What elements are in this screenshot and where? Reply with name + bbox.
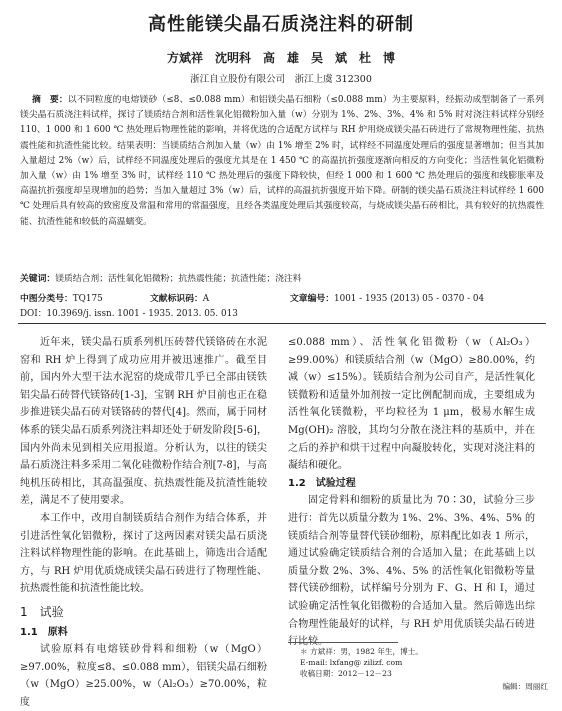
clc-label: 中图分类号： xyxy=(20,294,73,304)
intro-paragraph-2: 本工作中，改用自制镁质结合剂作为结合体系，并引进活性氧化铝微粉，探讨了这两因素对镁尖晶石质浇注料试样物理性能的影响。在此基础上，筛选出合适配方，与 RH 炉用优质烧成镁尖晶石砖进行了物理性能、抗热震性能和抗渣性能比较。 xyxy=(20,512,267,595)
affiliation: 浙江自立股份有限公司 浙江上虞 312300 xyxy=(190,74,372,85)
author-list: 方斌祥 沈明科 高 雄 吴 斌 杜 博 xyxy=(166,51,395,65)
article-value: 1001 - 1935 (2013) 05 - 0370 - 04 xyxy=(334,294,485,304)
footnote-author: ＊ 方斌祥：男，1982 年生，博士。 xyxy=(300,647,423,656)
keywords-text: 镁质结合剂；活性氧化铝微粉；抗热震性能；抗渣性能；浇注料 xyxy=(55,274,302,284)
subsection-heading-procedure: 1.2 试验过程 xyxy=(288,477,356,489)
keywords-label: 关键词： xyxy=(20,274,56,284)
doc-label: 文献标识码： xyxy=(150,294,203,304)
subsection-heading-materials: 1.1 原料 xyxy=(20,626,68,638)
right-column xyxy=(288,334,535,651)
footnote-received: 收稿日期：2012－12－23 xyxy=(300,669,392,678)
doc-value: A xyxy=(202,294,210,304)
procedure-paragraph: 固定骨料和细粉的质量比为 70∶30，试验分三步进行：首先以质量分数为 1%、2%、3%、4%、5% 的镁质结合剂等量替代镁砂细粉，原料配比如表 1 所示，通过试验确定镁质结合剂的合适加入量；在此基础上以质量分数 2%、3%、4%、5% 的活性氧化铝微粉等量替代镁砂细粉，试样编号分别为 F、G、H 和 I，通过试验确定活性氧化铝微粉的合适加入量。然后筛选出综合物理性能最好的试样，与 RH 炉用优质镁尖晶石砖进行比较。 xyxy=(288,495,535,648)
paper-title: 高性能镁尖晶石质浇注料的研制 xyxy=(148,14,414,35)
clc-number xyxy=(20,292,103,306)
section-heading-experiment: 1 试验 xyxy=(20,604,64,619)
section-divider xyxy=(18,323,546,324)
materials-paragraph: 试验原料有电熔镁砂骨料和细粉（w（MgO）≥97.00%，粒度≤8、≤0.088 mm），铝镁尖晶石细粉（w（MgO）≥25.00%，w（Al₂O₃）≥70.00%，粒度 xyxy=(20,644,267,708)
author-footnote xyxy=(300,646,545,679)
clc-value: TQ175 xyxy=(72,294,103,304)
editor-credit: 编辑：周丽红 xyxy=(502,682,548,691)
footnote-divider xyxy=(288,642,398,643)
document-code xyxy=(150,292,209,306)
keywords xyxy=(20,272,544,286)
article-number xyxy=(290,292,484,306)
left-column xyxy=(20,334,267,711)
abstract-text: 以不同粒度的电熔镁砂（≤8、≤0.088 mm）和铝镁尖晶石细粉（≤0.088 mm）为主要原料，经振动成型制备了一系列镁尖晶石质浇注料试样，探讨了镁质结合剂和活性氧化铝微粉加入量（w）分别为 1%、2%、3%、4% 和 5% 时对浇注料试样分别经 110、1 000 和 1 600 ℃ 热处理后物理性能的影响，并将优选的合适配方试样与 RH 炉用烧成镁尖晶石砖进行了常规物理性能、抗热震性能和抗渣性能比较。结果表明：当镁质结合剂加入量（w）由 1% 增至 2% 时，试样经不同温度处理后的强度显著增加；但当其加入量超过 2%（w）后，试样经不同温度处理后的强度尤其是在 1 450 ℃ 的高温抗折强度逐渐向相反的方向变化；当活性氧化铝微粉加入量（w）由 1% 增至 3% 时，试样经 110 ℃ 热处理后的强度下降较快，但经 1 000 和 1 600 ℃ 热处理后的强度和线膨胀率及高温抗折强度却呈现增加的趋势；当加入量超过 3%（w）后，试样的高温抗折强度开始下降。研制的镁尖晶石质浇注料试样经 1 600 ℃ 处理后具有较高的致密度及常温和常用的常温强度，且经各类温度处理后其强度较高，与烧成镁尖晶石砖相比，具有较好的抗热震性能、抗渣性能和较低的高温蠕变。 xyxy=(20,95,544,227)
doi: DOI：10.3969/j. issn. 1001 - 1935. 2013. 05. 013 xyxy=(20,309,238,319)
abstract-label: 摘 要： xyxy=(32,95,68,105)
footnote-email: E-mail: lxfang@ zilizf. com xyxy=(300,658,403,667)
abstract xyxy=(20,93,544,230)
materials-continued: ≤0.088 mm）、活性氧化铝微粉（w（Al₂O₃）≥99.00%）和镁质结合剂（w（MgO）≥80.00%，约减（w）≤15%）。镁质结合剂为公司自产，是活性氧化镁微粉和适量外加剂按一定比例配制而成，主要组成为活性氧化镁微粉，平均粒径为 1 μm，极易水解生成 Mg(OH)₂ 溶胶，其均匀分散在浇注料的基质中，并在之后的养护和烘干过程中向凝胶转化，实现对浇注料的凝结和硬化。 xyxy=(288,337,535,472)
article-label: 文章编号： xyxy=(290,294,334,304)
intro-paragraph-1: 近年来，镁尖晶石质系列机压砖替代镁铬砖在水泥窑和 RH 炉上得到了成功应用并被迅速推广。截至目前，国内外大型干法水泥窑的烧成带几乎已全部由镁铁铝尖晶石砖替代镁铬砖[1-3]，宝钢 RH 炉目前也正在稳步推进镁尖晶石砖对镁铬砖的替代[4]。然而，属于同材体系的镁尖晶石质系列浇注料却还处于研发阶段[5-6]，国内外尚未见到相关应用报道。分析认为，以往的镁尖晶石质浇注料多采用二氧化硅微粉作结合剂[7-8]，与高纯机压砖相比，其高温强度、抗热震性能及抗渣性能较差，满足不了使用要求。 xyxy=(20,337,267,507)
